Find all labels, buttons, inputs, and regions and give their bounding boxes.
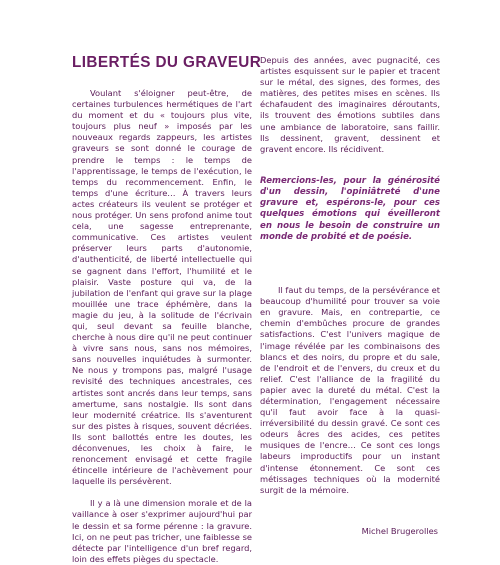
paragraph-gap [72, 487, 252, 498]
left-paragraph-2: Il y a là une dimension morale et de la vaillance à oser s'exprimer aujourd'hui par le dessin et sa forme pérenne : la gravure. Ici, on ne peut pas tricher, une faiblesse se détecte par l'intelligence d'un bref regard, loin des effets pièges du spectacle. [72, 498, 252, 564]
right-paragraph-2: Il faut du temps, de la persévérance et beaucoup d'humilité pour trouver sa voie en gravure. Mais, en contrepartie, ce chemin d'embûches procure de grandes satisfactions. C'est l'univers magique de l'image révélée par les combinaisons des blancs et des noirs, du propre et du sale, de l'endroit et de l'envers, du creux et du relief. C'est l'alliance de la fragilité du papier avec la dureté du métal. C'est la détermination, l'engagement nécessaire qu'il faut avoir face à la quasi-irréversibilité du dessin gravé. Ce sont ces odeurs âcres des acides, ces petites musiques de l'encre… Ce sont ces longs labeurs improductifs pour un instant d'intense étonnement. Ce sont ces métissages techniques où la modernité surgit de la mémoire. [260, 285, 440, 495]
paragraph-gap [260, 155, 440, 176]
emphasis-paragraph: Remercions-les, pour la générosité d'un dessin, l'opiniâtreté d'une gravure et, espérons-le, pour ces quelques émotions qui éveilleront en nous le besoin de construire un monde de probité et de poésie. [260, 175, 440, 242]
right-column [260, 55, 440, 537]
author-signature: Michel Brugerolles [361, 525, 438, 536]
left-paragraph-1: Voulant s'éloigner peut-être, de certaines turbulences hermétiques de l'art du moment et du « toujours plus vite, toujours plus neuf » imposés par les nouveaux regards zappeurs, les artistes graveurs se sont donné le courage de prendre le temps : le temps de l'apprentissage, le temps de l'exécution, le temps du recommencement. Enfin, le temps d'une écriture… À travers leurs actes créateurs ils veulent se protéger et nous protéger. Un sens profond anime tout cela, une sagesse entreprenante, communicative. Ces artistes veulent préserver leurs parts d'autonomie, d'authenticité, de liberté intellectuelle qui se gagnent dans l'effort, l'humilité et le plaisir. Vaste posture qui va, de la jubilation de l'enfant qui grave sur la plage mouillée une trace éphémère, dans la magie du jeu, à la solitude de l'écrivain qui, seul devant sa feuille blanche, cherche à nous dire qu'il ne peut continuer à vivre sans nous, sans nos mémoires, sans nouvelles inquiétudes à surmonter. Ne nous y trompons pas, malgré l'usage revisité des techniques ancestrales, ces artistes sont ancrés dans leur temps, sans amertume, sans nostalgie. Ils sont dans leur modernité créatrice. Ils s'aventurent sur des pistes à risques, souvent décriées. Ils sont ballottés entre les doutes, les déconvenues, les choix à faire, le renoncement envisagé et cette fragile étincelle intérieure de l'achèvement pour laquelle ils persévèrent. [72, 88, 252, 487]
article-title: LIBERTÉS DU GRAVEUR [72, 54, 262, 71]
right-paragraph-1: Depuis des années, avec pugnacité, ces artistes esquissent sur le papier et tracent sur le métal, des signes, des formes, des matières, des petites mises en scènes. Ils échafaudent des imaginaires déroutants, ils trouvent des émotions subtiles dans une ambiance de laboratoire, sans faillir. Ils dessinent, gravent, dessinent et gravent encore. Ils récidivent. [260, 55, 440, 154]
paragraph-gap [260, 243, 440, 285]
paragraph-gap [260, 496, 440, 526]
left-column [72, 88, 252, 565]
